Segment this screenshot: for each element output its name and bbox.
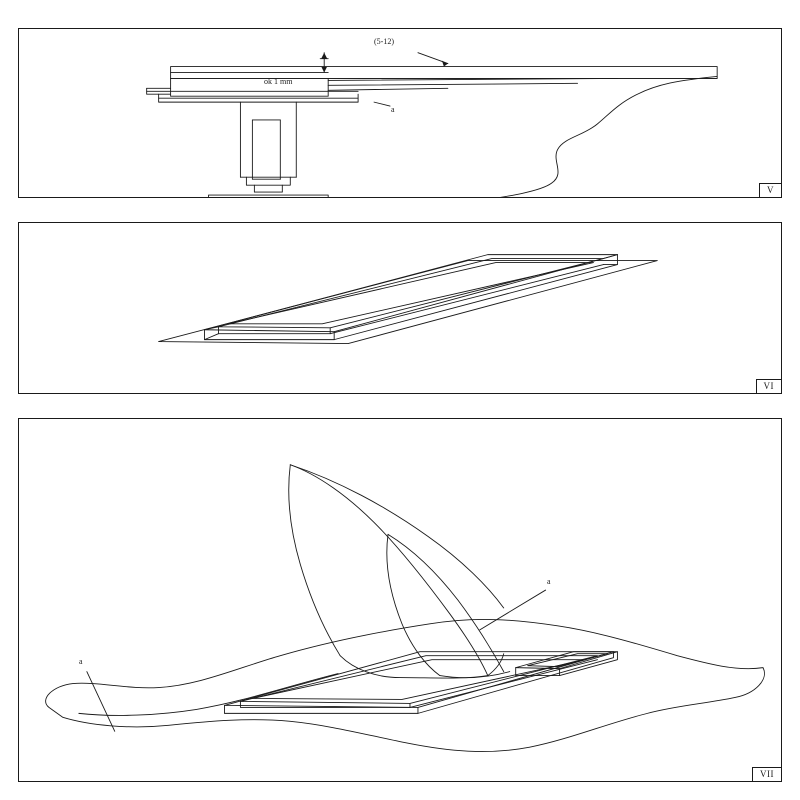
figure-v-drawing <box>19 29 781 197</box>
figure-v-dimension-left: ok 1 mm <box>264 77 293 86</box>
figure-v-leader-label-a: a <box>391 105 395 114</box>
figure-panel-vi <box>18 222 782 394</box>
figure-v-label: V <box>759 183 781 197</box>
figure-vi-drawing <box>19 223 781 393</box>
figure-vi-label: VI <box>756 379 782 393</box>
figure-vii-leader-label-left: a <box>79 657 83 666</box>
figure-vii-leader-label-upper: a <box>547 577 551 586</box>
figure-vii-drawing <box>19 419 781 781</box>
figure-panel-v <box>18 28 782 198</box>
figure-panel-vii <box>18 418 782 782</box>
figure-vii-label: VII <box>752 767 781 781</box>
figure-v-dimension-right: (5-12) <box>374 37 394 46</box>
